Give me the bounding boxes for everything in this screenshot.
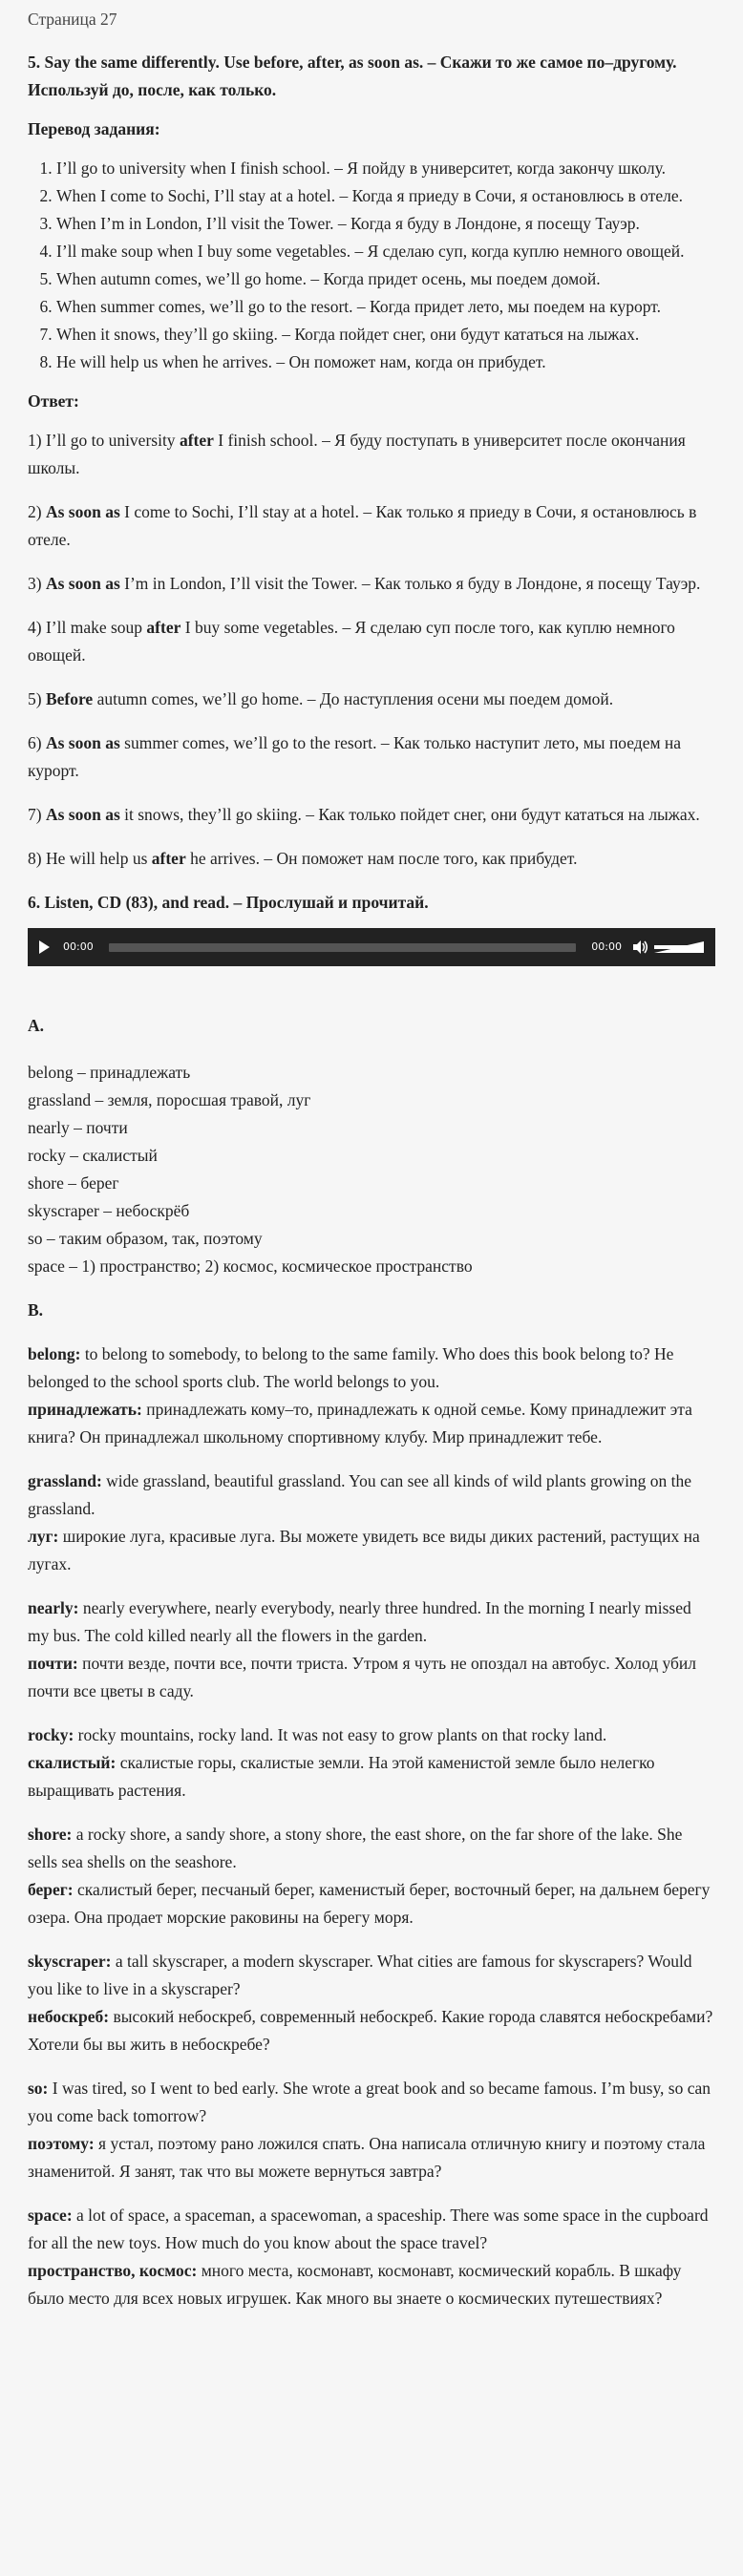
answer-item: 6) As soon as summer comes, we’ll go to the resort. – Как только наступит лето, мы поедем на курорт. <box>28 733 682 780</box>
vocabulary-list <box>28 1059 715 1280</box>
vocab-item: skyscraper – небоскрёб <box>28 1201 190 1220</box>
section-a-label: A. <box>28 1016 45 1035</box>
entry-russian: почти: почти везде, почти все, почти триста. Утром я чуть не опоздал на автобус. Холод убил почти все цветы в саду. <box>28 1654 696 1700</box>
page-number: Страница 27 <box>28 10 117 29</box>
entry-english: so: I was tired, so I went to bed early. She wrote a great book and so became famous. I’m busy, so can you come back tomorrow? <box>28 2079 711 2125</box>
vocab-item: belong – принадлежать <box>28 1063 191 1082</box>
entry-russian: поэтому: я устал, поэтому рано ложился спать. Она написала отличную книгу и поэтому стала знаменитой. Я занят, так что вы можете вернуться завтра? <box>28 2134 706 2181</box>
answer-item: 1) I’ll go to university after I finish school. – Я буду поступать в университет после окончания школы. <box>28 431 686 477</box>
entry-english: space: a lot of space, a spaceman, a spacewoman, a spaceship. There was some space in the cupboard for all the new toys. How much do you know about the space travel? <box>28 2206 709 2252</box>
entry <box>28 1721 715 1805</box>
vocab-item: rocky – скалистый <box>28 1146 158 1165</box>
answer-item: 3) As soon as I’m in London, I’ll visit the Tower. – Как только я буду в Лондоне, я посещу Тауэр. <box>28 574 701 593</box>
volume-slider[interactable] <box>654 945 704 949</box>
entry-russian: пространство, космос: много места, космонавт, космонавт, космический корабль. В шкафу было место для всех новых игрушек. Как много вы знаете о космических путешествиях? <box>28 2261 682 2308</box>
answer-item: 7) As soon as it snows, they’ll go skiing. – Как только пойдет снег, они будут кататься на лыжах. <box>28 805 700 824</box>
section-b-label: B. <box>28 1300 44 1320</box>
task-item: 2. When I come to Sochi, I’ll stay at a hotel. – Когда я приеду в Сочи, я остановлюсь в отеле. <box>56 182 715 210</box>
answer-item: 4) I’ll make soup after I buy some vegetables. – Я сделаю суп после того, как куплю немного овощей. <box>28 618 675 665</box>
vocab-item: space – 1) пространство; 2) космос, космическое пространство <box>28 1256 473 1276</box>
entry-english: belong: to belong to somebody, to belong to the same family. Who does this book belong to? He belonged to the school sports club. The world belongs to you. <box>28 1344 674 1391</box>
entry <box>28 1948 715 2059</box>
translation-heading: Перевод задания: <box>28 119 160 138</box>
entry <box>28 2202 715 2312</box>
entry-english: skyscraper: a tall skyscraper, a modern skyscraper. What cities are famous for skyscrapers? Would you like to live in a skyscraper? <box>28 1952 692 1998</box>
entry-russian: берег: скалистый берег, песчаный берег, каменистый берег, восточный берег, на дальнем берегу озера. Она продает морские раковины на берегу моря. <box>28 1880 711 1927</box>
entry <box>28 1341 715 1451</box>
task-item: 6. When summer comes, we’ll go to the resort. – Когда придет лето, мы поедем на курорт. <box>56 293 715 321</box>
entry-russian: небоскреб: высокий небоскреб, современный небоскреб. Какие города славятся небоскребами? Хотели бы вы жить в небоскребе? <box>28 2007 713 2054</box>
current-time: 00:00 <box>63 940 94 953</box>
entry <box>28 1594 715 1705</box>
seek-bar[interactable] <box>109 943 577 952</box>
vocab-item: shore – берег <box>28 1173 119 1193</box>
entry <box>28 2075 715 2185</box>
duration-time: 00:00 <box>591 940 622 953</box>
entry-english: nearly: nearly everywhere, nearly everybody, nearly three hundred. In the morning I nearly missed my bus. The cold killed nearly all the flowers in the garden. <box>28 1598 691 1645</box>
task-item: 4. I’ll make soup when I buy some vegetables. – Я сделаю суп, когда куплю немного овощей. <box>56 238 715 265</box>
vocab-item: so – таким образом, так, поэтому <box>28 1229 263 1248</box>
entry-russian: скалистый: скалистые горы, скалистые земли. На этой каменистой земле было нелегко выращивать растения. <box>28 1753 655 1800</box>
entry-english: grassland: wide grassland, beautiful grassland. You can see all kinds of wild plants growing on the grassland. <box>28 1471 692 1518</box>
task-item: 5. When autumn comes, we’ll go home. – Когда придет осень, мы поедем домой. <box>56 265 715 293</box>
answer-item: 2) As soon as I come to Sochi, I’ll stay at a hotel. – Как только я приеду в Сочи, я остановлюсь в отеле. <box>28 502 697 549</box>
answer-heading: Ответ: <box>28 391 79 411</box>
task-list <box>28 155 715 376</box>
vocab-item: nearly – почти <box>28 1118 128 1137</box>
entry-english: rocky: rocky mountains, rocky land. It was not easy to grow plants on that rocky land. <box>28 1725 607 1744</box>
speaker-icon[interactable] <box>631 939 648 956</box>
play-icon[interactable] <box>39 940 50 954</box>
task-item: 7. When it snows, they’ll go skiing. – Когда пойдет снег, они будут кататься на лыжах. <box>56 321 715 348</box>
entry-russian: луг: широкие луга, красивые луга. Вы можете увидеть все виды диких растений, растущих на лугах. <box>28 1527 700 1573</box>
answer-item: 5) Before autumn comes, we’ll go home. – До наступления осени мы поедем домой. <box>28 689 614 708</box>
task-item: 3. When I’m in London, I’ll visit the Tower. – Когда я буду в Лондоне, я посещу Тауэр. <box>56 210 715 238</box>
exercise-5-title: 5. Say the same differently. Use before, after, as soon as. – Скажи то же самое по–другому. Используй до, после, как только. <box>28 53 677 99</box>
task-item: 1. I’ll go to university when I finish school. – Я пойду в университет, когда закончу школу. <box>56 155 715 182</box>
audio-player <box>28 928 715 966</box>
answer-item: 8) He will help us after he arrives. – Он поможет нам после того, как прибудет. <box>28 849 578 868</box>
task-item: 8. He will help us when he arrives. – Он поможет нам, когда он прибудет. <box>56 348 715 376</box>
entry-russian: принадлежать: принадлежать кому–то, принадлежать к одной семье. Кому принадлежит эта книга? Он принадлежал школьному спортивному клубу. Мир принадлежит тебе. <box>28 1400 692 1446</box>
entry-list <box>28 1341 715 2312</box>
vocab-item: grassland – земля, поросшая травой, луг <box>28 1090 311 1109</box>
exercise-6-title: 6. Listen, CD (83), and read. – Прослушай и прочитай. <box>28 893 429 912</box>
answer-list <box>28 427 715 873</box>
entry-english: shore: a rocky shore, a sandy shore, a stony shore, the east shore, on the far shore of the lake. She sells sea shells on the seashore. <box>28 1825 683 1871</box>
entry <box>28 1467 715 1578</box>
entry <box>28 1821 715 1932</box>
